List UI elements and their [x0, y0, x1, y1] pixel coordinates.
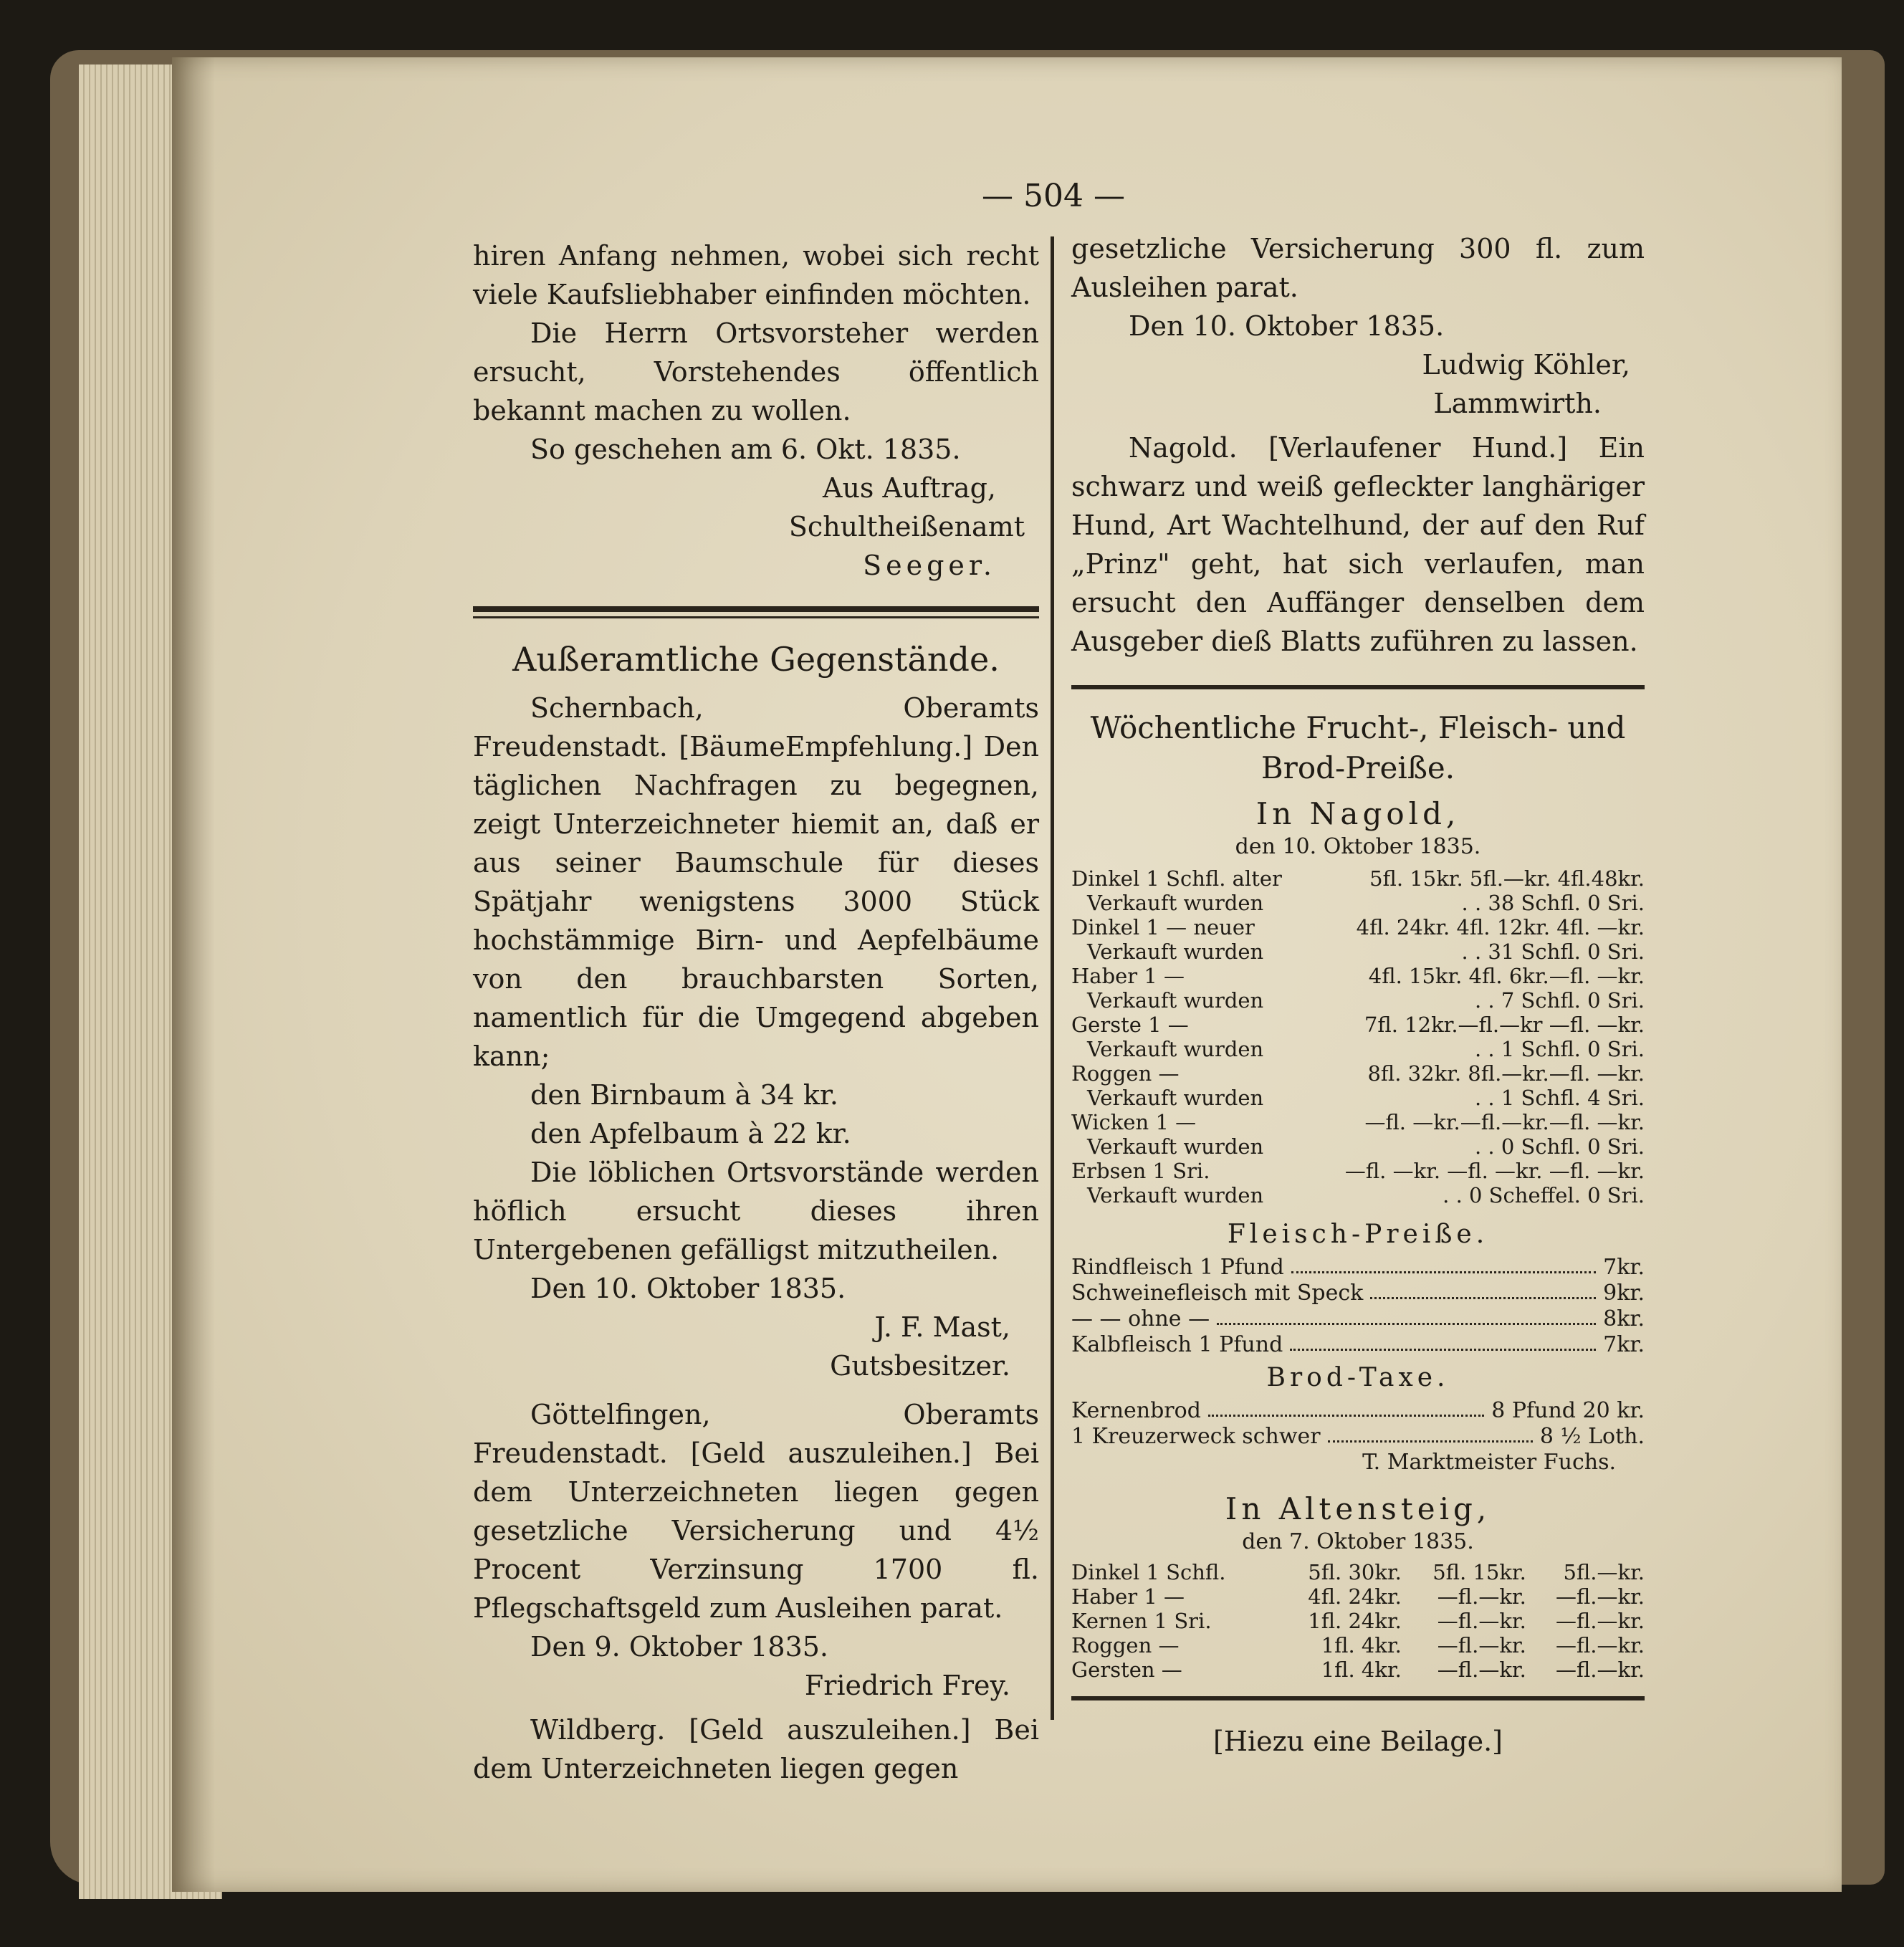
dotted-leader — [1370, 1281, 1596, 1299]
price-item-value: —fl.—kr. — [1555, 1633, 1645, 1657]
right-column — [1071, 229, 1645, 1761]
prices-rule — [1071, 685, 1645, 689]
price-line-value: 8 Pfund 20 kr. — [1491, 1398, 1645, 1423]
intro-text-1: hiren Anfang nehmen, wobei sich recht viele Kaufsliebhaber einfinden möchten. — [473, 240, 1039, 310]
price-row — [1071, 1061, 1645, 1086]
bottom-rule — [1071, 1696, 1645, 1700]
price-item-value: . . 1 Schfl. 4 Sri. — [1475, 1086, 1645, 1110]
price-item-label: Haber 1 — — [1071, 964, 1185, 988]
continuation-date: Den 10. Oktober 1835. — [1129, 310, 1445, 342]
price-item-value: —fl.—kr. — [1437, 1609, 1526, 1633]
price-item-value: . . 0 Schfl. 0 Sri. — [1475, 1134, 1645, 1159]
price-item-value: 4fl. 24kr. — [1308, 1584, 1402, 1609]
prices-title: Wöchentliche Frucht-, Fleisch- und Brod-Preiße. — [1090, 710, 1626, 785]
price-row — [1071, 1013, 1645, 1037]
price-item-value: 5fl. 15kr. 5fl.—kr. 4fl.48kr. — [1369, 866, 1645, 891]
brod-signature: T. Marktmeister Fuchs. — [1362, 1450, 1616, 1475]
price-row — [1071, 1134, 1645, 1159]
price-item-value: 4fl. 15kr. 4fl. 6kr.—fl. —kr. — [1368, 964, 1645, 988]
koehler-signature-2: Lammwirth. — [1433, 388, 1602, 419]
price-item-value: —fl.—kr. — [1437, 1657, 1526, 1682]
price-item-label: Gersten — — [1071, 1657, 1182, 1682]
price-row — [1071, 964, 1645, 988]
ad2-date: Den 9. Oktober 1835. — [530, 1631, 829, 1663]
price-item-label: Dinkel 1 Schfl. alter — [1071, 866, 1282, 891]
price-line-label: Schweinefleisch mit Speck — [1071, 1281, 1364, 1306]
price-item-label: Gerste 1 — — [1071, 1013, 1189, 1037]
price-item-value: —fl.—kr. — [1555, 1584, 1645, 1609]
brod-title: Brod-Taxe. — [1266, 1363, 1450, 1392]
price-item-value: —fl.—kr. — [1437, 1584, 1526, 1609]
lost-dog-text: Nagold. [Verlaufener Hund.] Ein schwarz und weiß gefleckter langhäriger Hund, Art Wachtelhund, der auf den Ruf „Prinz" geht, hat sich verlaufen, man ersucht den Auffänger denselben dem Ausgeber dieß Blatts zuführen zu lassen. — [1071, 432, 1645, 657]
price-row — [1071, 1183, 1645, 1207]
ad1-date: Den 10. Oktober 1835. — [530, 1273, 846, 1304]
price-item-value: . . 7 Schfl. 0 Sri. — [1475, 988, 1645, 1013]
koehler-signature-1: Ludwig Köhler, — [1422, 349, 1630, 381]
price-item-label: Verkauft wurden — [1087, 891, 1264, 915]
price-item-value: —fl.—kr. — [1555, 1657, 1645, 1682]
intro-text-2: Die Herrn Ortsvorsteher werden ersucht, Vorstehendes öffentlich bekannt machen zu wollen. — [473, 317, 1039, 426]
dotted-leader — [1217, 1306, 1596, 1325]
signature-line-1: Aus Auftrag, — [823, 472, 996, 504]
price-item-label: Haber 1 — — [1071, 1584, 1185, 1609]
price-row — [1071, 1584, 1645, 1609]
price-item-value: 1fl. 4kr. — [1321, 1633, 1402, 1657]
price-line-label: 1 Kreuzerweck schwer — [1071, 1424, 1321, 1449]
price-line — [1071, 1332, 1645, 1358]
altensteig-price-table — [1071, 1560, 1645, 1682]
price-row — [1071, 1110, 1645, 1134]
price-line-label: Kalbfleisch 1 Pfund — [1071, 1332, 1283, 1357]
page-number: — 504 — — [982, 178, 1125, 214]
price-line-label: Rindfleisch 1 Pfund — [1071, 1255, 1284, 1280]
signature-line-2: Schultheißenamt — [788, 511, 1025, 542]
price-row — [1071, 939, 1645, 964]
price-row — [1071, 1159, 1645, 1183]
price-row — [1071, 1657, 1645, 1682]
price-item-label: Dinkel 1 — neuer — [1071, 915, 1255, 939]
price-row — [1071, 1560, 1645, 1584]
price-row — [1071, 891, 1645, 915]
price-line — [1071, 1424, 1645, 1450]
dotted-leader — [1291, 1255, 1596, 1273]
column-divider — [1051, 236, 1054, 1720]
price-item-value: 5fl. 15kr. — [1432, 1560, 1526, 1584]
price-row — [1071, 1037, 1645, 1061]
price-item-value: —fl. —kr.—fl.—kr.—fl. —kr. — [1364, 1110, 1645, 1134]
dotted-leader — [1328, 1424, 1533, 1443]
price-row — [1071, 866, 1645, 891]
price-item-value: 5fl. 30kr. — [1308, 1560, 1402, 1584]
ad1-text: Schernbach, Oberamts Freudenstadt. [BäumeEmpfehlung.] Den täglichen Nachfragen zu begegnen, zeigt Unterzeichneter hiemit an, daß er aus seiner Baumschule für dieses Spätjahr wenigstens 3000 Stück hochstämmige Birn- und Aepfelbäume von den brauchbarsten Sorten, namentlich für die Umgegend abgeben kann; — [473, 692, 1039, 1072]
price-line-label: — — ohne — — [1071, 1306, 1210, 1331]
price-item-value: 4fl. 24kr. 4fl. 12kr. 4fl. —kr. — [1356, 915, 1645, 939]
price-item-label: Verkauft wurden — [1087, 1134, 1264, 1159]
price-item-value: —fl.—kr. — [1437, 1633, 1526, 1657]
price-row — [1071, 1633, 1645, 1657]
price-item-value: —fl. —kr. —fl. —kr. —fl. —kr. — [1344, 1159, 1645, 1183]
ad3-text: Wildberg. [Geld auszuleihen.] Bei dem Unterzeichneten liegen gegen — [473, 1714, 1039, 1784]
section-rule — [473, 606, 1039, 618]
left-column — [473, 236, 1039, 1788]
ad1-signature-1: J. F. Mast, — [874, 1311, 1010, 1343]
brod-price-list — [1071, 1398, 1645, 1450]
price-item-label: Verkauft wurden — [1087, 988, 1264, 1013]
price-line-value: 9kr. — [1603, 1281, 1645, 1306]
price-item-label: Verkauft wurden — [1087, 1183, 1264, 1207]
price-line-label: Kernenbrod — [1071, 1398, 1201, 1423]
price-item-value: 7fl. 12kr.—fl.—kr —fl. —kr. — [1364, 1013, 1645, 1037]
price-item-value: . . 1 Schfl. 0 Sri. — [1475, 1037, 1645, 1061]
intro-date: So geschehen am 6. Okt. 1835. — [530, 434, 961, 465]
price-item-value: . . 31 Schfl. 0 Sri. — [1461, 939, 1645, 964]
price-line — [1071, 1398, 1645, 1424]
price-item-label: Erbsen 1 Sri. — [1071, 1159, 1210, 1183]
fleisch-price-list — [1071, 1255, 1645, 1358]
ad2-text: Göttelfingen, Oberamts Freudenstadt. [Geld auszuleihen.] Bei dem Unterzeichneten liegen gegen gesetzliche Versicherung und 4½ Procent Verzinsung 1700 fl. Pflegschaftsgeld zum Ausleihen parat. — [473, 1399, 1039, 1624]
supplement-note: [Hiezu eine Beilage.] — [1213, 1726, 1503, 1757]
price-item-value: . . 38 Schfl. 0 Sri. — [1461, 891, 1645, 915]
price-item-label: Dinkel 1 Schfl. — [1071, 1560, 1226, 1584]
nagold-heading: In Nagold, — [1255, 796, 1460, 831]
price-row — [1071, 1086, 1645, 1110]
price-item-label: Kernen 1 Sri. — [1071, 1609, 1212, 1633]
spine-shadow — [172, 57, 215, 1892]
price-line — [1071, 1306, 1645, 1332]
ad1-price-1: den Birnbaum à 34 kr. — [530, 1079, 838, 1111]
price-row — [1071, 988, 1645, 1013]
price-line-value: 8kr. — [1603, 1306, 1645, 1331]
price-item-label: Roggen — — [1071, 1061, 1180, 1086]
price-line-value: 7kr. — [1603, 1255, 1645, 1280]
price-item-label: Verkauft wurden — [1087, 1086, 1264, 1110]
price-line — [1071, 1281, 1645, 1306]
price-item-label: Verkauft wurden — [1087, 939, 1264, 964]
ad1-price-2: den Apfelbaum à 22 kr. — [530, 1118, 851, 1149]
price-item-value: 5fl.—kr. — [1563, 1560, 1645, 1584]
price-item-label: Verkauft wurden — [1087, 1037, 1264, 1061]
price-row — [1071, 1609, 1645, 1633]
signature-name: Seeger. — [863, 550, 996, 581]
ad1-closing: Die löblichen Ortsvorstände werden höflich ersucht dieses ihren Untergebenen gefälligst mitzutheilen. — [473, 1157, 1039, 1266]
price-item-value: 8fl. 32kr. 8fl.—kr.—fl. —kr. — [1367, 1061, 1645, 1086]
ad2-signature: Friedrich Frey. — [804, 1670, 1010, 1701]
altensteig-date: den 7. Oktober 1835. — [1242, 1529, 1474, 1554]
price-line-value: 8 ½ Loth. — [1539, 1424, 1645, 1449]
dotted-leader — [1208, 1398, 1484, 1417]
nagold-price-table — [1071, 866, 1645, 1207]
section-title: Außeramtliche Gegenstände. — [512, 640, 1000, 679]
price-item-value: —fl.—kr. — [1555, 1609, 1645, 1633]
price-line-value: 7kr. — [1603, 1332, 1645, 1357]
price-row — [1071, 915, 1645, 939]
nagold-date: den 10. Oktober 1835. — [1235, 834, 1481, 859]
price-line — [1071, 1255, 1645, 1281]
altensteig-heading: In Altensteig, — [1225, 1491, 1491, 1526]
dotted-leader — [1290, 1332, 1596, 1351]
continuation-text: gesetzliche Versicherung 300 fl. zum Ausleihen parat. — [1071, 233, 1645, 303]
price-item-label: Wicken 1 — — [1071, 1110, 1197, 1134]
fleisch-title: Fleisch-Preiße. — [1227, 1220, 1489, 1249]
price-item-value: . . 0 Scheffel. 0 Sri. — [1443, 1183, 1645, 1207]
price-item-label: Roggen — — [1071, 1633, 1180, 1657]
price-item-value: 1fl. 24kr. — [1308, 1609, 1402, 1633]
price-item-value: 1fl. 4kr. — [1321, 1657, 1402, 1682]
ad1-signature-2: Gutsbesitzer. — [830, 1350, 1010, 1382]
